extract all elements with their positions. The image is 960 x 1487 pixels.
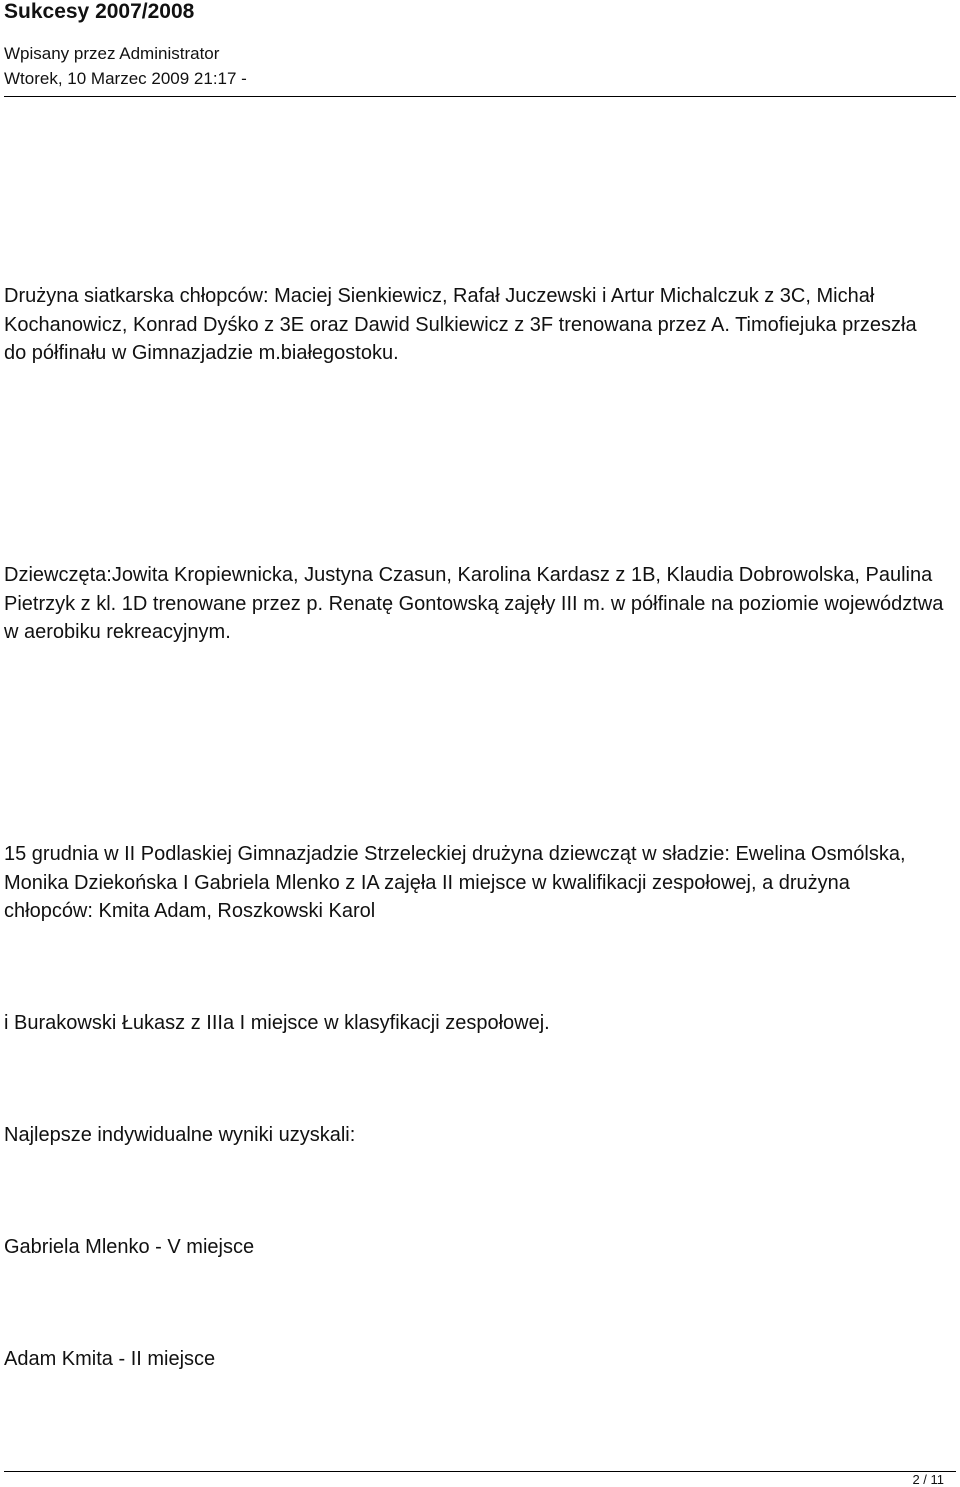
paragraph-volleyball-boys: Drużyna siatkarska chłopców: Maciej Sienkiewicz, Rafał Juczewski i Artur Michalczuk z 3C, Michał Kochanowicz, Konrad Dyśko z 3E oraz Dawid Sulkiewicz z 3F trenowana przez A. Timofiejuka przeszła do półfinału w Gimnazjadzie m.białegostoku. <box>4 285 917 364</box>
paragraph-shooting-boys: i Burakowski Łukasz z IIIa I miejsce w klasyfikacji zespołowej. <box>4 1012 550 1034</box>
paragraph-result-item: Adam Kmita - II miejsce <box>4 1348 216 1370</box>
paragraph-aerobics-girls: Dziewczęta:Jowita Kropiewnicka, Justyna Czasun, Karolina Kardasz z 1B, Klaudia Dobrowolska, Paulina Pietrzyk z kl. 1D trenowane przez p. Renatę Gontowską zajęły III m. w półfinale na poziomie województwa w aerobiku rekreacyjnym. <box>4 564 944 643</box>
footer-divider <box>4 1471 956 1472</box>
page-number: 2 / 11 <box>912 1472 944 1487</box>
paragraph-result-item: Gabriela Mlenko - V miejsce <box>4 1236 255 1258</box>
page-title: Sukcesy 2007/2008 <box>4 0 195 23</box>
paragraph-best-results-heading: Najlepsze indywidualne wyniki uzyskali: <box>4 1124 356 1146</box>
paragraph-shooting-team: 15 grudnia w II Podlaskiej Gimnazjadzie Strzeleckiej drużyna dziewcząt w sładzie: Ewelina Osmólska, Monika Dziekońska I Gabriela Mlenko z IA zajęła II miejsce w kwalifikacji zespołowej, a drużyna chłopców: Kmita Adam, Roszkowski Karol <box>4 843 906 922</box>
date-line: Wtorek, 10 Marzec 2009 21:17 - <box>4 69 247 88</box>
header-divider <box>4 96 956 97</box>
author-line: Wpisany przez Administrator <box>4 44 220 63</box>
